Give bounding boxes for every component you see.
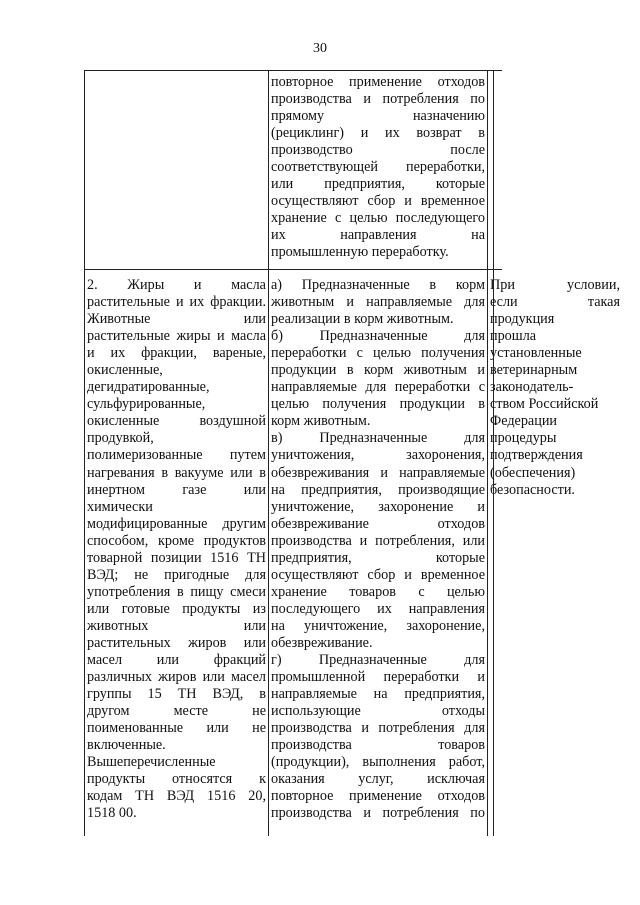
row2-col3-cell: [490, 277, 620, 499]
text-line: производства товаров: [271, 737, 485, 754]
text-line: а) Предназначенные в корм: [271, 277, 485, 293]
text-line: корм животным.: [271, 413, 371, 430]
text-line: обезвреживания и направляемые: [271, 464, 485, 481]
text-line: способом, кроме продуктов: [87, 532, 266, 549]
text-line: производство после: [271, 142, 485, 159]
text-line: целью получения продукции в: [271, 396, 485, 413]
text-line: (продукции), выполнения работ,: [271, 754, 485, 771]
text-line: осуществляют сбор и временное: [271, 193, 485, 210]
row2-col2-cell: [271, 277, 485, 823]
text-line: производства и потребления, или: [271, 532, 485, 549]
text-line: (рециклинг) и их возврат в: [271, 125, 485, 142]
table-divider-1: [268, 70, 269, 836]
text-line: на предприятия, производящие: [271, 481, 485, 498]
text-line: товарной позиции 1516 ТН: [87, 549, 266, 566]
text-line: нагревания в вакууме или в: [87, 464, 266, 481]
text-line: если такая: [490, 294, 620, 311]
text-line: растительных жиров или: [87, 634, 266, 651]
text-line: модифицированные другим: [87, 515, 266, 532]
text-line: законодатель-: [490, 379, 574, 396]
text-line: сульфурированные,: [87, 396, 206, 413]
text-line: (обеспечения): [490, 464, 576, 481]
text-line: ветеринарным: [490, 362, 578, 379]
text-line: г) Предназначенные для: [271, 652, 485, 669]
text-line: животным и направляемые для: [271, 294, 485, 311]
text-line: хранение товаров с целью: [271, 583, 485, 600]
row1-col2-cell: [271, 74, 485, 262]
text-line: осуществляют сбор и временное: [271, 566, 485, 583]
text-line: б) Предназначенные для: [271, 328, 485, 345]
text-line: При условии,: [490, 277, 620, 293]
text-line: животных или: [87, 617, 266, 634]
row2-col1-cell: [87, 277, 266, 823]
text-line: повторное применение отходов: [271, 788, 485, 805]
text-line: инертном газе или: [87, 481, 266, 498]
text-line: Вышеперечисленные: [87, 754, 216, 771]
text-line: окисленные воздушной: [87, 413, 266, 430]
text-line: ВЭД; не пригодные для: [87, 566, 266, 583]
text-line: подтверждения: [490, 447, 583, 464]
text-line: продукты относятся к: [87, 771, 266, 788]
text-line: продукции в корм животным и: [271, 362, 485, 379]
text-line: безопасности.: [490, 481, 575, 498]
text-line: растительные жиры и масла: [87, 328, 266, 345]
text-line: группы 15 ТН ВЭД, в: [87, 686, 266, 703]
text-line: процедуры: [490, 430, 557, 447]
page-number: 30: [313, 41, 327, 56]
text-line: или предприятия, которые: [271, 176, 485, 193]
text-line: переработки с целью получения: [271, 345, 485, 362]
table-border-right: [493, 70, 494, 836]
text-line: в) Предназначенные для: [271, 430, 485, 447]
text-line: другом месте не: [87, 703, 266, 720]
text-line: или готовые продукты из: [87, 600, 266, 617]
text-line: уничтожения, захоронения,: [271, 447, 485, 464]
text-line: производства и потребления по: [271, 805, 485, 822]
text-line: уничтожение, захоронение и: [271, 498, 485, 515]
text-line: Федерации: [490, 413, 558, 430]
text-line: промышленную переработку.: [271, 244, 449, 261]
text-line: окисленные,: [87, 362, 163, 379]
text-line: повторное применение отходов: [271, 74, 485, 90]
text-line: 1518 00.: [87, 805, 137, 822]
text-line: дегидратированные,: [87, 379, 210, 396]
text-line: ством Российской: [490, 396, 599, 413]
text-line: продукция: [490, 311, 555, 328]
text-line: прошла: [490, 328, 537, 345]
text-line: продувкой,: [87, 430, 154, 447]
text-line: оказания услуг, исключая: [271, 771, 485, 788]
table-border-top: [84, 70, 502, 71]
text-line: реализации в корм животным.: [271, 311, 454, 328]
text-line: поименованные или не: [87, 720, 266, 737]
text-line: Животные или: [87, 311, 266, 328]
text-line: растительные и их фракции.: [87, 294, 266, 311]
text-line: производства и потребления для: [271, 720, 485, 737]
text-line: полимеризованные путем: [87, 447, 266, 464]
text-line: различных жиров или масел: [87, 669, 266, 686]
table-divider-2: [487, 70, 488, 836]
text-line: установленные: [490, 345, 582, 362]
text-line: на уничтожение, захоронение,: [271, 617, 485, 634]
text-line: обезвреживание отходов: [271, 515, 485, 532]
text-line: промышленной переработки и: [271, 669, 485, 686]
text-line: 2. Жиры и масла: [87, 277, 266, 293]
text-line: предприятия, которые: [271, 549, 485, 566]
text-line: обезвреживание.: [271, 634, 373, 651]
text-line: последующего их направления: [271, 600, 485, 617]
text-line: соответствующей переработки,: [271, 159, 485, 176]
text-line: химически: [87, 498, 153, 515]
text-line: прямому назначению: [271, 108, 485, 125]
text-line: хранение с целью последующего: [271, 210, 485, 227]
text-line: употребления в пищу смеси: [87, 583, 266, 600]
text-line: масел или фракций: [87, 652, 266, 669]
text-line: их направления на: [271, 227, 485, 244]
document-table: [84, 70, 620, 836]
text-line: включенные.: [87, 737, 166, 754]
row-divider: [84, 269, 502, 270]
text-line: производства и потребления по: [271, 91, 485, 108]
text-line: использующие отходы: [271, 703, 485, 720]
text-line: направляемые для переработки с: [271, 379, 485, 396]
text-line: и их фракции, вареные,: [87, 345, 266, 362]
text-line: направляемые на предприятия,: [271, 686, 485, 703]
text-line: кодам ТН ВЭД 1516 20,: [87, 788, 266, 805]
